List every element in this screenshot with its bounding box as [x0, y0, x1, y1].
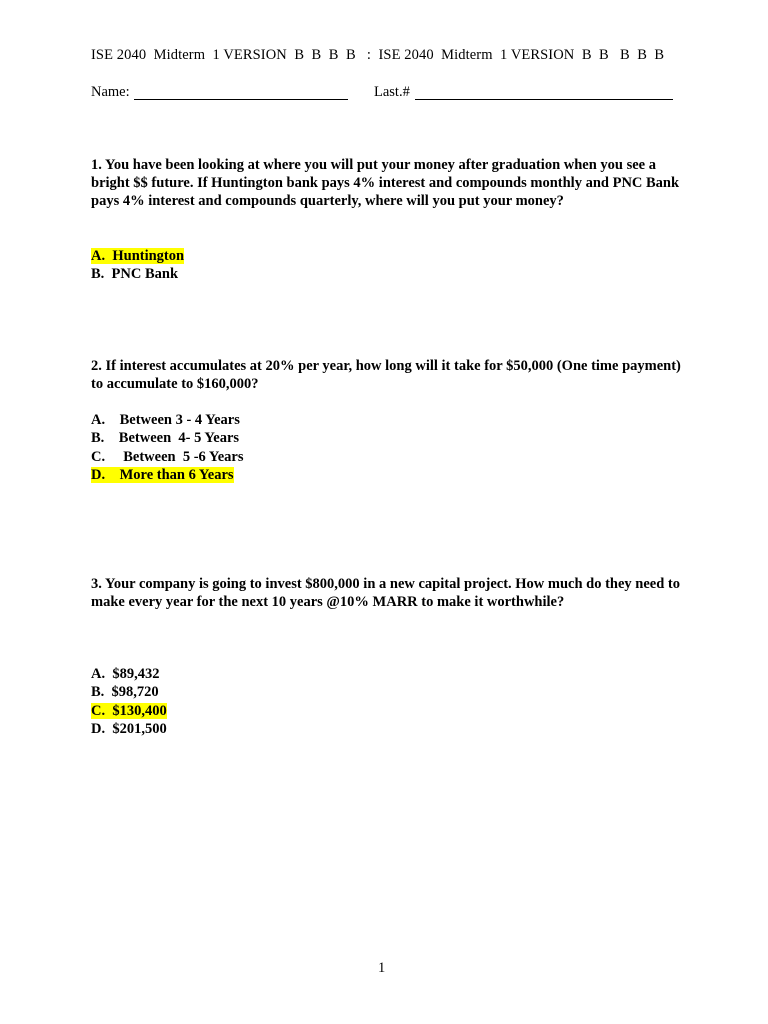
choice-2b — [91, 429, 491, 447]
choice-1a-text: A. Huntington — [91, 248, 185, 264]
page-number: 1 — [378, 960, 386, 976]
choice-3b — [91, 683, 491, 701]
question-2-choices — [91, 411, 491, 484]
student-info-row — [91, 84, 681, 104]
name-blank-line — [134, 99, 348, 100]
choice-3a — [91, 665, 491, 683]
choice-3b-text: B. $98,720 — [91, 684, 159, 701]
exam-header: ISE 2040 Midterm 1 VERSION B B B B : ISE 2040 Midterm 1 VERSION B B B B B — [91, 47, 665, 63]
last-number-blank-line — [415, 99, 673, 100]
question-3-choices — [91, 665, 491, 738]
choice-2b-text: B. Between 4- 5 Years — [91, 430, 240, 447]
choice-1b-text: B. PNC Bank — [91, 266, 179, 283]
question-1-choices — [91, 247, 491, 284]
choice-3d — [91, 720, 491, 738]
name-label: Name: — [91, 84, 130, 100]
choice-3a-text: A. $89,432 — [91, 666, 160, 682]
last-number-label: Last.# — [374, 84, 410, 100]
choice-2c-text: C. Between 5 -6 Years — [91, 448, 244, 465]
choice-2d-text: D. More than 6 Years — [91, 466, 234, 483]
question-1: 1. You have been looking at where you will put your money after graduation when you see a bright $$ future. If Huntington bank pays 4% interest and compounds monthly and PNC Bank pays 4% interest and compounds quarterly, where will you put your money? — [91, 157, 680, 210]
choice-3d-text: D. $201,500 — [91, 720, 167, 737]
choice-1a — [91, 247, 491, 265]
question-2: 2. If interest accumulates at 20% per year, how long will it take for $50,000 (One time payment) to accumulate to $160,000? — [91, 358, 681, 393]
choice-2a — [91, 411, 491, 429]
choice-3c-text: C. $130,400 — [91, 702, 167, 719]
choice-1b — [91, 265, 491, 283]
choice-3c — [91, 702, 491, 720]
choice-2c — [91, 448, 491, 466]
question-3: 3. Your company is going to invest $800,000 in a new capital project. How much do they need to make every year for the next 10 years @10% MARR to make it worthwhile? — [91, 576, 681, 611]
choice-2d — [91, 466, 491, 484]
choice-2a-text: A. Between 3 - 4 Years — [91, 412, 240, 428]
